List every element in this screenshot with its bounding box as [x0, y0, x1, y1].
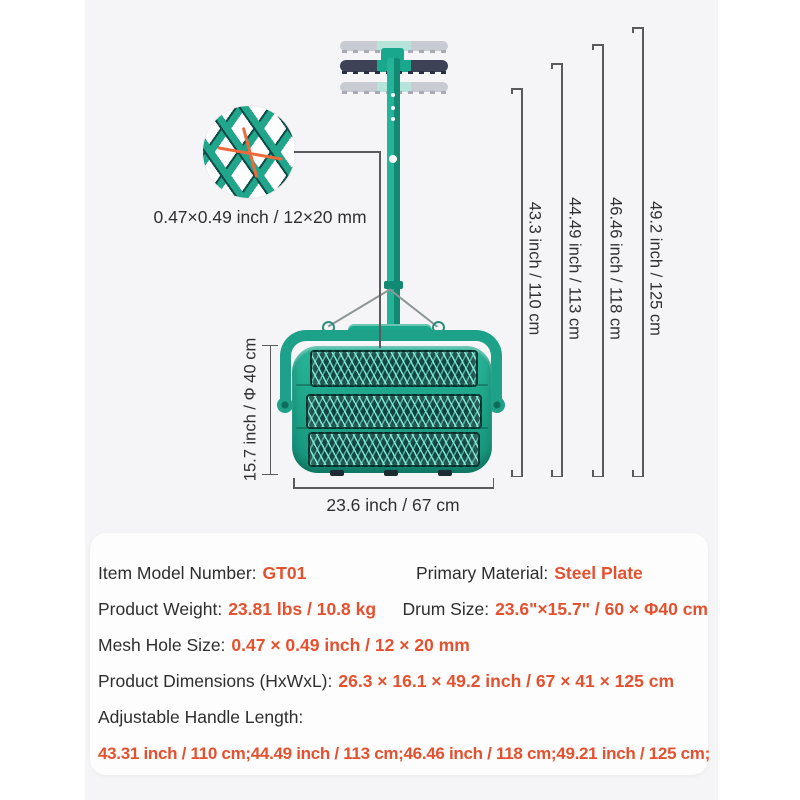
drum-width-dim-tick-left [293, 478, 295, 488]
height-dim-4-arm-tick [632, 27, 634, 33]
spec-model-value: GT01 [262, 563, 307, 583]
height-dim-3-foot-tick [592, 470, 594, 476]
drum-axle-left [277, 397, 293, 413]
spec-row-3 [98, 633, 708, 658]
mesh-hole-callout-label: 0.47×0.49 inch / 12×20 mm [153, 207, 367, 227]
spec-material-value: Steel Plate [554, 563, 643, 583]
spec-model-label: Item Model Number: [98, 563, 257, 583]
drum-band-shadow-2 [296, 427, 488, 429]
height-dim-4-line [642, 27, 644, 477]
spec-weight-label: Product Weight: [98, 599, 223, 619]
height-dim-1-label: 43.3 inch / 110 cm [525, 201, 544, 336]
pole-collar [384, 281, 403, 289]
spec-dimensions-label: Product Dimensions (HxWxL): [98, 671, 333, 691]
height-dim-4-foot [632, 476, 643, 478]
height-dim-3-arm-tick [592, 44, 594, 50]
pole-adjust-hole-2 [391, 106, 395, 110]
drum-diameter-dim-tick-top [262, 345, 278, 347]
drum-foot-3 [438, 470, 452, 476]
callout-connector-vertical [379, 151, 381, 348]
pole-adjust-hole-3 [391, 117, 395, 121]
spec-drum-size-value: 23.6"×15.7" / 60 × Φ40 cm [495, 599, 708, 619]
spec-weight-value: 23.81 lbs / 10.8 kg [228, 599, 377, 619]
drum-foot-2 [384, 470, 398, 476]
spec-model [98, 561, 416, 586]
pole-adjust-hole-1 [391, 93, 395, 97]
spec-material [416, 561, 643, 586]
spec-row-5 [98, 705, 708, 730]
drum-mesh-panel-middle [306, 394, 482, 429]
drum-width-label: 23.6 inch / 67 cm [326, 495, 460, 515]
spec-handle-length-value: 43.31 inch / 110 cm;44.49 inch / 113 cm;46.46 inch / 118 cm;49.21 inch / 125 cm; [98, 744, 710, 763]
spec-mesh-hole-label: Mesh Hole Size: [98, 635, 226, 655]
drum-mesh-panel-top [310, 350, 478, 387]
spec-drum-size-label: Drum Size: [402, 599, 490, 619]
drum-band-shadow-1 [296, 384, 488, 386]
drum-diameter-label: 15.7 inch / Φ 40 cm [241, 337, 260, 482]
height-dim-4-label: 49.2 inch / 125 cm [646, 201, 665, 336]
drum-foot-1 [330, 470, 344, 476]
callout-connector-horizontal [294, 151, 380, 153]
spec-row-2 [98, 597, 708, 622]
spec-handle-length [98, 705, 303, 730]
height-dim-2-label: 44.49 inch / 113 cm [565, 197, 584, 340]
spec-drum-size [403, 597, 708, 622]
spec-panel [90, 533, 708, 775]
height-dim-2-foot-tick [551, 470, 553, 476]
spec-dimensions-value: 26.3 × 16.1 × 49.2 inch / 67 × 41 × 125 cm [338, 671, 675, 691]
height-dim-4-foot-tick [632, 470, 634, 476]
spec-mesh-hole [98, 633, 470, 658]
height-dim-3-line [602, 44, 604, 477]
height-dim-3-label: 46.46 inch / 118 cm [606, 197, 625, 340]
drum-width-dim-tick-right [493, 478, 495, 488]
spec-mesh-hole-value: 0.47 × 0.49 inch / 12 × 20 mm [231, 635, 470, 655]
spec-dimensions [98, 669, 674, 694]
height-dim-1-foot-tick [511, 470, 513, 476]
spec-handle-length-label: Adjustable Handle Length: [98, 707, 304, 727]
height-dim-1-arm-tick [511, 88, 513, 94]
spec-weight [98, 597, 403, 622]
height-dim-2-foot [551, 476, 562, 478]
pole-adjust-pin [389, 155, 397, 163]
height-dim-2-line [561, 63, 563, 477]
height-dim-1-foot [511, 476, 522, 478]
drum-diameter-dim-tick-bottom [262, 474, 278, 476]
height-dim-2-arm-tick [551, 63, 553, 69]
spec-row-4 [98, 669, 708, 694]
height-dim-1-line [521, 88, 523, 477]
spec-row-1 [98, 561, 708, 586]
spec-material-label: Primary Material: [416, 563, 549, 583]
drum-mesh-panel-bottom [308, 432, 480, 467]
height-dim-3-foot [592, 476, 603, 478]
spec-row-6 [98, 741, 708, 766]
drum-diameter-dim-line [270, 345, 272, 475]
drum-width-dim-line [293, 487, 494, 489]
